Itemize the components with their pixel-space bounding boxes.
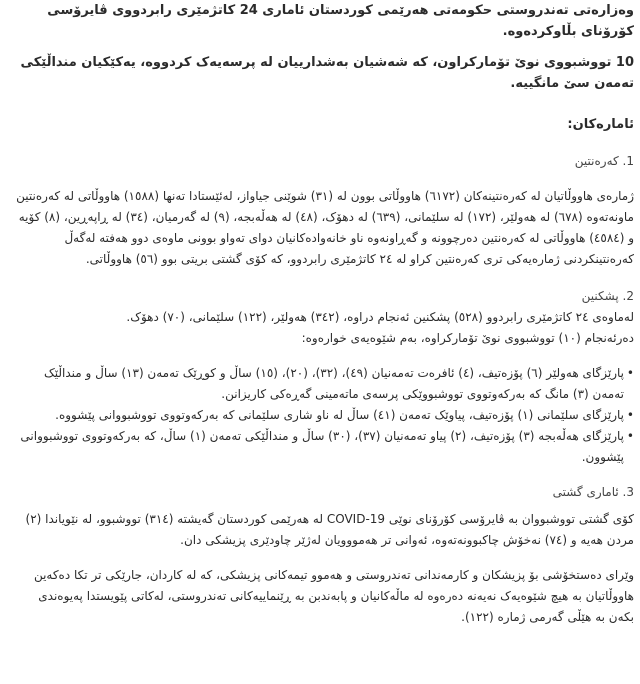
tests-line: لەماوەی ٢٤ کاتژمێری رابردوو (٥٢٨) پشکنین ئەنجام دراوە، (٣٤٢) هەولێر، (١٢٢) سلێمانی، (٧٠) دهۆک. <box>126 310 634 324</box>
new-cases-summary: 10 تووشبووی نوێ تۆمارکراون، کە شەشیان بەشدارییان لە پرسەیەک کردووە، یەکێکیان منداڵێکی تەمەن سێ مانگییە. <box>20 55 634 91</box>
announcement: وەزارەتی تەندروستی حکومەتی هەرێمی کوردستان ئاماری 24 کاتژمێری رابردووی ڤایرۆسی کۆرۆنای بڵاوکردەوە. <box>47 3 634 39</box>
totals-heading: 3. ئاماری گشتی <box>552 485 634 499</box>
statistics-heading: ئامارەکان: <box>567 117 634 132</box>
case-list <box>10 363 634 468</box>
results-line: دەرئەنجام (١٠) تووشبووی نوێ تۆمارکراوە، بەم شێوەیەی خوارەوە: <box>301 331 634 345</box>
list-item: • پارێزگای هەولێر (٦) پۆزەتیف، (٤) ئافرەت تەمەنیان (٤٩)، (٣٢)، (٢٠)، (١٥) ساڵ و کوڕێک تەمەن (١٣) ساڵ و منداڵێک تەمەن (٣) مانگ کە بەرکەوتووی تووشبووێکی پرسەی ماتەمینی گەڕەکی کاریزانن. <box>10 363 634 405</box>
quarantine-heading: 1. کەرەنتین <box>574 154 634 168</box>
list-item: • پارێزگای هەڵەبجە (٣) پۆزەتیف، (٢) پیاو تەمەنیان (٣٧)، (٣٠) ساڵ و منداڵێکی تەمەن (١) ساڵ، کە بەرکەوتووی تووشبووانی پێشوون. <box>10 426 634 468</box>
totals-body: کۆی گشتی تووشبووان بە ڤایرۆسی کۆرۆنای نوێی COVID-19 لە هەرێمی کوردستان گەیشتە (٣١٤) تووشبوو، لە نێویاندا (٢) مردن هەیە و (٧٤) نەخۆش چاکبوونەتەوە، ئەوانی تر هەمووویان لەژێر چاودێری پزیشکی دان. <box>25 512 634 547</box>
list-item: • پارێزگای سلێمانی (١) پۆزەتیف، پیاوێک تەمەن (٤١) ساڵ لە ناو شاری سلێمانی کە بەرکەوتووی تووشبووانی پێشووە. <box>10 405 634 426</box>
quarantine-body: ژمارەی هاووڵاتیان لە کەرەنتینەکان (٦١٧٢) هاووڵاتی بوون لە (٣١) شوێنی جیاواز، لەئێستادا تەنها (١٥٨٨) هاووڵاتی لە کەرەنتین ماونەتەوە (٦٧٨) لە هەولێر، (١٧٢) لە سلێمانی، (٦٣٩) لە دهۆک، (٤٨) لە هەڵەبجە، (٩) لە گەرمیان، (٣٤) لە ڕاپەڕین، (٨) کۆیە و (٤٥٨٤) هاووڵاتی لە کەرەنتین دەرچوونە و گەڕاونەوە ناو خانەوادەکانیان دوای تەواو بوونی ماوەی دوو هەفتە لەگەڵ کەرەنتینکردنی ژمارەیەکی تری کەرەنتین کراو لە ٢٤ کاتژمێری رابردوو، کە کۆی گشتی بریتی بوو (٥٦) هاووڵاتی. <box>16 189 634 266</box>
closing-paragraph: وێرای دەستخۆشی بۆ پزیشکان و کارمەندانی تەندروستی و هەموو تیمەکانی پزیشکی، کە لە کاردان، جارێکی تر تکا دەکەین هاووڵاتیان بە هیچ شێوەیەک نەیەنە دەرەوە لە ماڵەکانیان و پابەندبن بە ڕێنماییەکانی تەندروستی، لەکاتی پێویستدا پەیوەندی بکەن بە هێڵی گەرمی ژمارە (١٢٢). <box>33 568 634 624</box>
tests-heading: 2. پشکنین <box>581 289 634 303</box>
